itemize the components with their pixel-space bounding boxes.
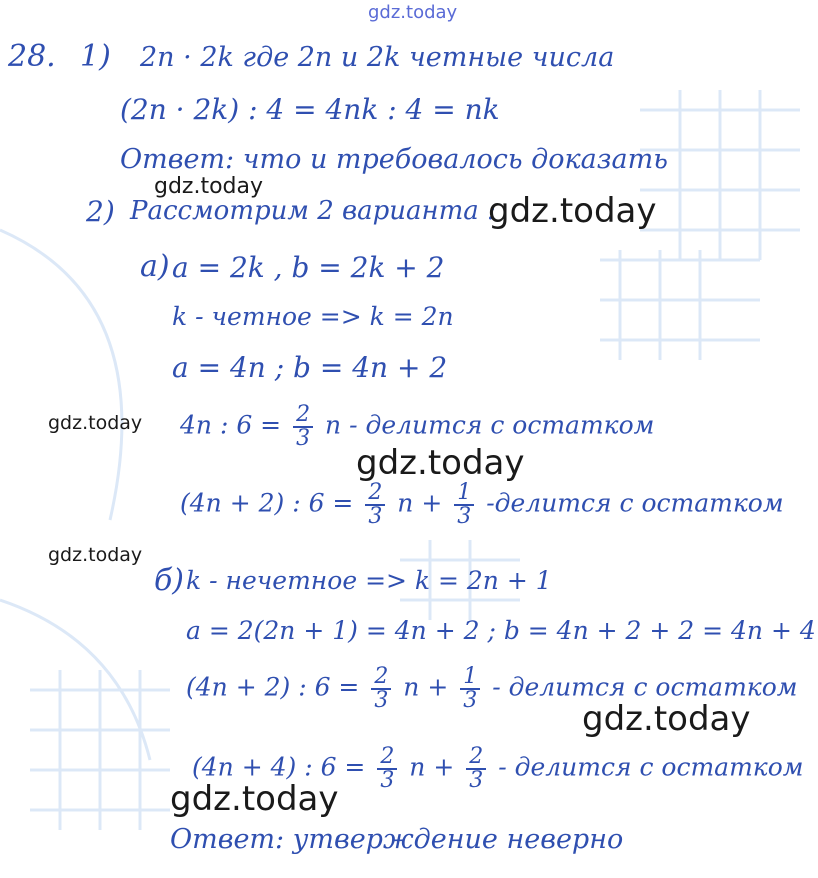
fraction-numerator: 2 — [371, 666, 391, 690]
watermark: gdz.today — [170, 779, 339, 819]
watermark: gdz.today — [356, 443, 525, 483]
fraction — [293, 404, 313, 450]
expr-right: - делится с остатком — [498, 752, 804, 782]
part1-number: 1) — [80, 39, 111, 74]
part1-statement: 2n · 2k где 2n и 2k четные числа — [140, 42, 615, 73]
case-b-k-odd: k - нечетное => k = 2n + 1 — [186, 566, 552, 595]
problem-number: 28. — [8, 39, 56, 74]
watermark: gdz.today — [582, 699, 751, 739]
expr-middle: n + — [409, 752, 455, 782]
fraction — [371, 666, 391, 712]
case-b-label: б) — [154, 563, 185, 598]
case-a-k-even: k - четное => k = 2n — [172, 302, 454, 331]
fraction — [466, 746, 486, 792]
fraction-denominator: 3 — [296, 426, 311, 451]
fraction — [460, 666, 480, 712]
part1-calculation: (2n · 2k) : 4 = 4nk : 4 = nk — [120, 93, 500, 126]
fraction-numerator: 2 — [377, 746, 397, 770]
fraction-numerator: 1 — [454, 482, 474, 506]
fraction-denominator: 3 — [380, 768, 395, 793]
case-b-a-b: a = 2(2n + 1) = 4n + 2 ; b = 4n + 2 + 2 = 4n + 4 — [186, 616, 816, 645]
case-a-division-2 — [180, 482, 784, 528]
fraction-denominator: 3 — [463, 688, 478, 713]
watermark-top: gdz.today — [368, 2, 458, 23]
fraction-denominator: 3 — [368, 504, 383, 529]
part2-intro: Рассмотрим 2 варианта : — [130, 196, 496, 226]
watermark: gdz.today — [154, 174, 264, 199]
part1-answer: Ответ: что и требовалось доказать — [120, 144, 668, 175]
fraction-numerator: 1 — [460, 666, 480, 690]
fraction — [377, 746, 397, 792]
case-a-label: а) — [140, 249, 170, 284]
expr-right: -делится с остатком — [486, 488, 784, 518]
expr-right: - делится с остатком — [492, 672, 798, 702]
expr-left: (4n + 2) : 6 = — [186, 672, 360, 702]
case-a-a-b: a = 4n ; b = 4n + 2 — [172, 351, 448, 384]
expr-middle: n + — [403, 672, 449, 702]
fraction-numerator: 2 — [293, 404, 313, 428]
watermark: gdz.today — [488, 191, 657, 231]
part2-answer: Ответ: утверждение неверно — [170, 824, 624, 855]
fraction-denominator: 3 — [469, 768, 484, 793]
part2-number: 2) — [86, 195, 115, 228]
fraction — [365, 482, 385, 528]
watermark: gdz.today — [48, 544, 143, 566]
case-a-definition: a = 2k , b = 2k + 2 — [172, 251, 445, 284]
expr-left: (4n + 2) : 6 = — [180, 488, 354, 518]
watermark: gdz.today — [48, 412, 143, 434]
fraction-numerator: 2 — [365, 482, 385, 506]
fraction-denominator: 3 — [457, 504, 472, 529]
expr-right: n - делится с остатком — [325, 410, 655, 440]
expr-middle: n + — [397, 488, 443, 518]
expr-left: 4n : 6 = — [180, 410, 282, 440]
expr-left: (4n + 4) : 6 = — [192, 752, 366, 782]
fraction — [454, 482, 474, 528]
fraction-denominator: 3 — [374, 688, 389, 713]
fraction-numerator: 2 — [466, 746, 486, 770]
